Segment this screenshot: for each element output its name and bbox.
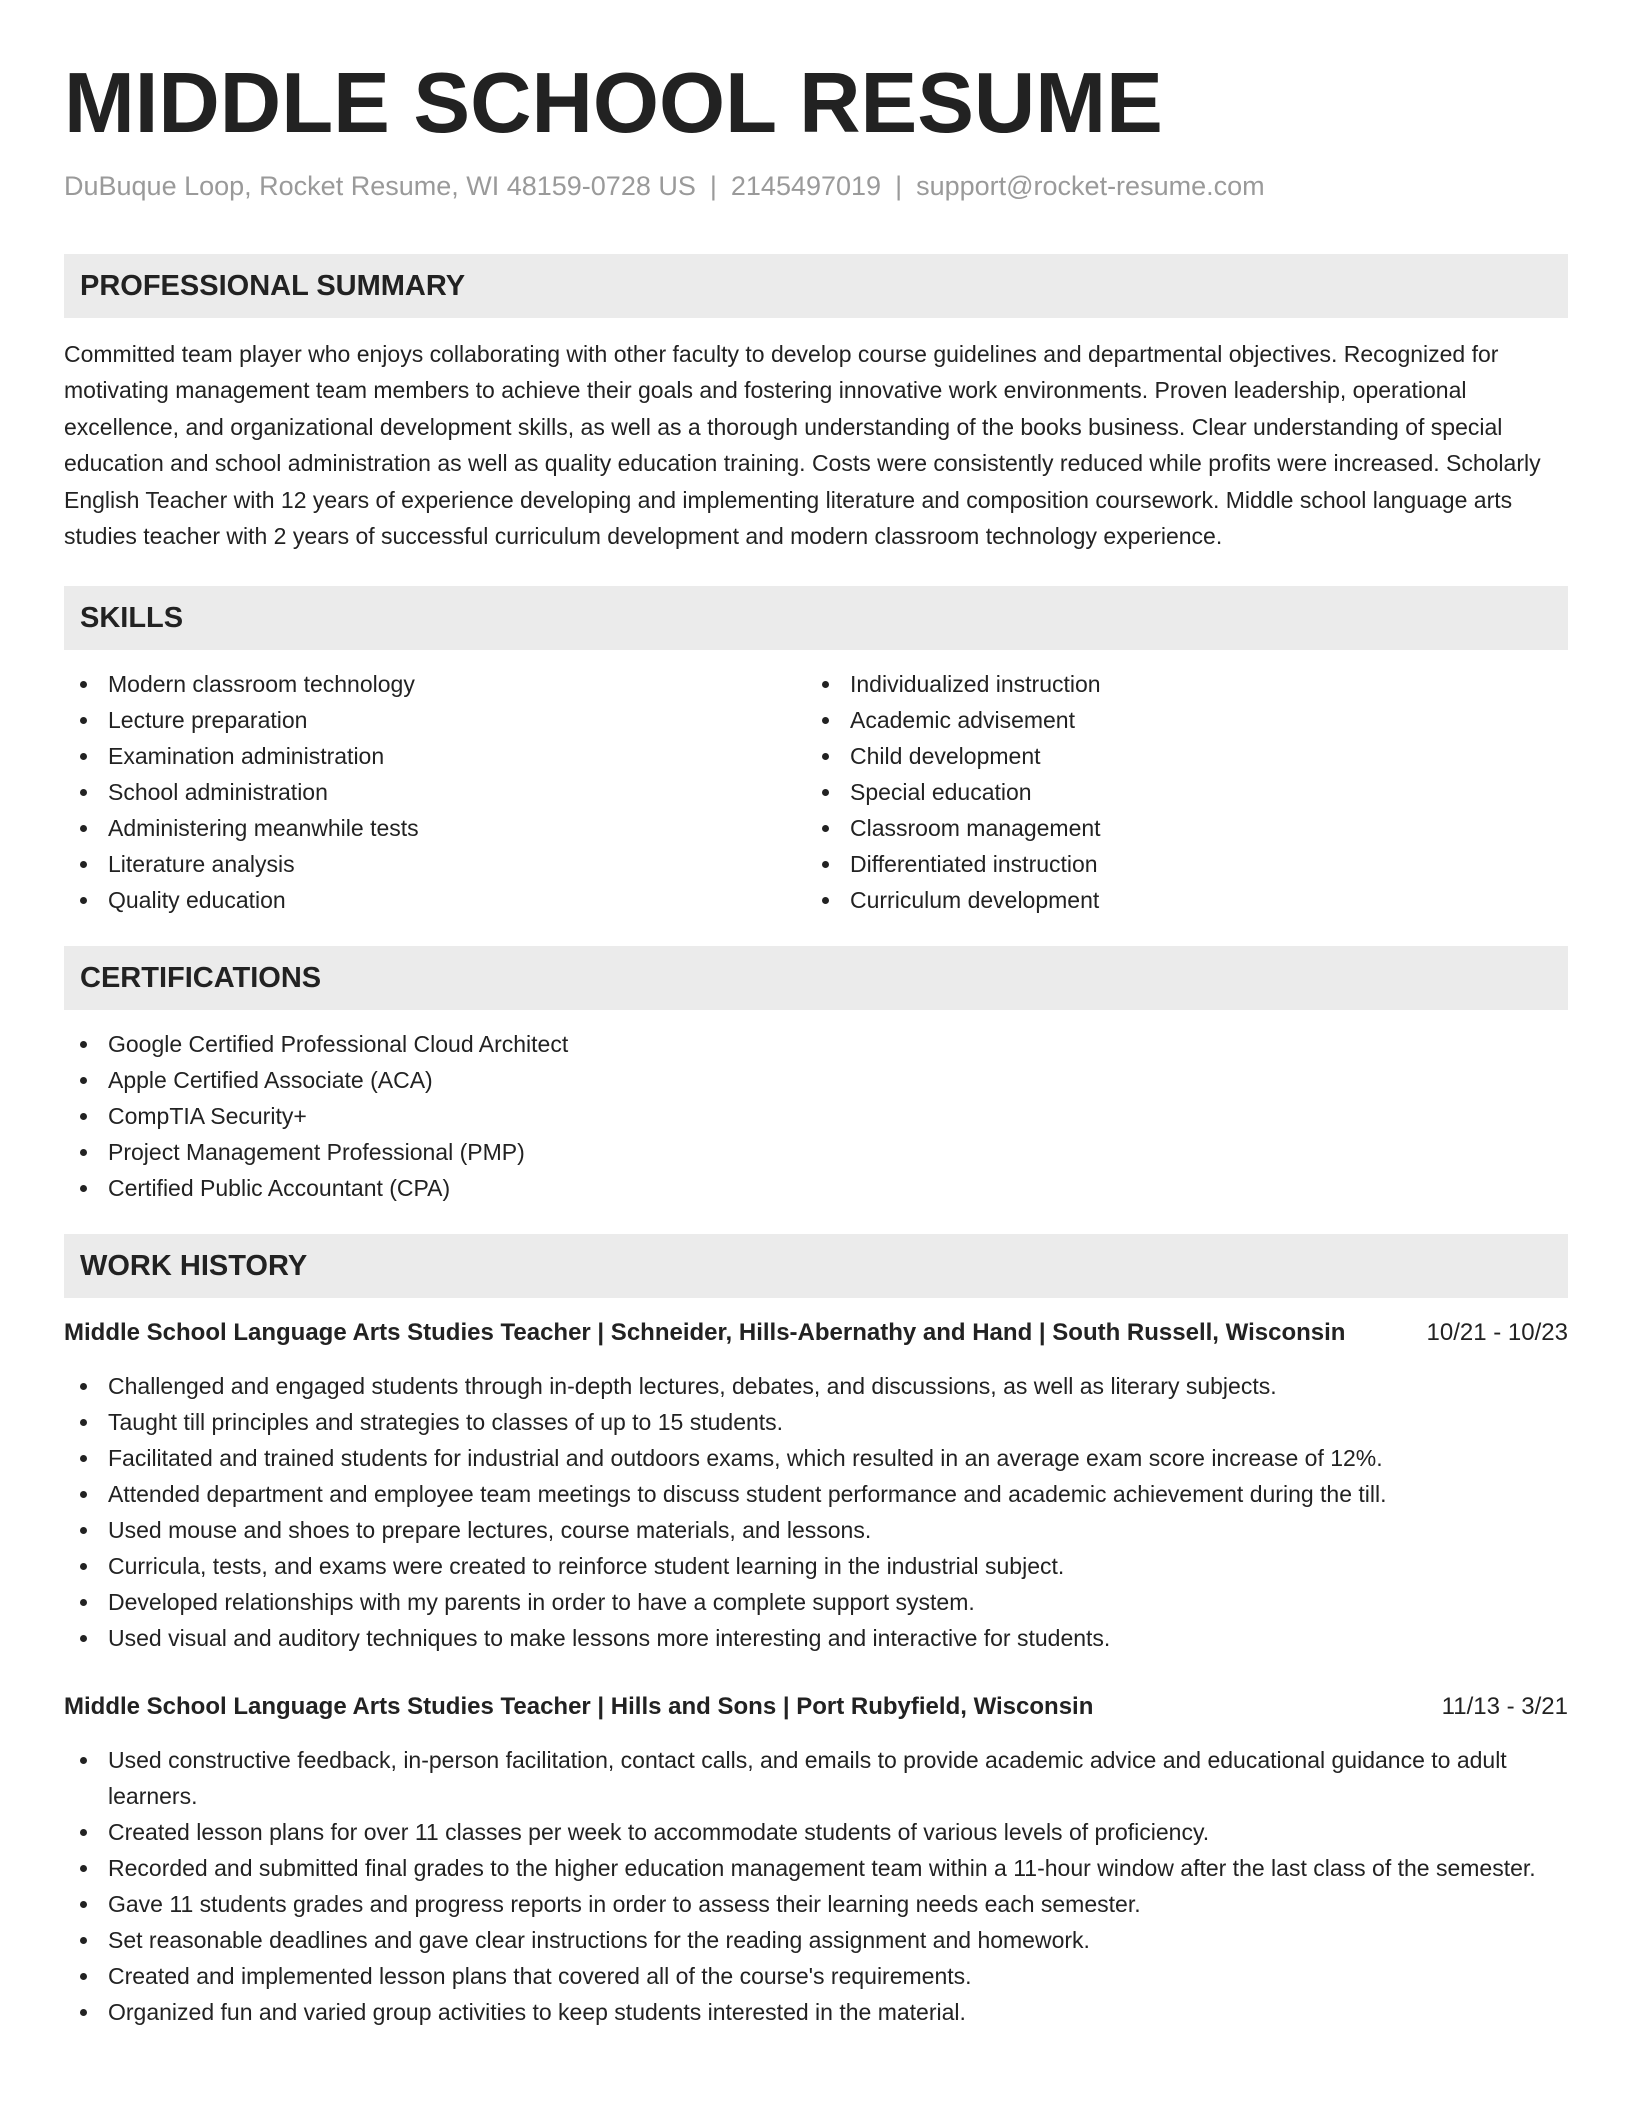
skill-item: Differentiated instruction bbox=[806, 846, 1548, 882]
section-heading-certifications: CERTIFICATIONS bbox=[64, 946, 1568, 1010]
section-heading-summary: PROFESSIONAL SUMMARY bbox=[64, 254, 1568, 318]
job-bullet: Recorded and submitted final grades to the higher education management team within a 11-hour window after the last class of the semester. bbox=[64, 1850, 1568, 1886]
job-bullet: Used visual and auditory techniques to make lessons more interesting and interactive for students. bbox=[64, 1620, 1568, 1656]
section-heading-work-history: WORK HISTORY bbox=[64, 1234, 1568, 1298]
contact-address: DuBuque Loop, Rocket Resume, WI 48159-0728 US bbox=[64, 171, 696, 201]
job-dates: 11/13 - 3/21 bbox=[1441, 1693, 1568, 1721]
job-bullet-list bbox=[64, 1368, 1568, 1656]
certification-item: Google Certified Professional Cloud Architect bbox=[64, 1026, 1568, 1062]
job-bullet-list bbox=[64, 1742, 1568, 2030]
skill-item: Academic advisement bbox=[806, 702, 1548, 738]
skill-item: Curriculum development bbox=[806, 882, 1548, 918]
certification-item: Project Management Professional (PMP) bbox=[64, 1134, 1568, 1170]
resume-name: MIDDLE SCHOOL RESUME bbox=[64, 56, 1163, 151]
contact-separator: | bbox=[709, 171, 717, 201]
job-bullet: Developed relationships with my parents in order to have a complete support system. bbox=[64, 1584, 1568, 1620]
job-bullet: Used constructive feedback, in-person facilitation, contact calls, and emails to provide academic advice and educational guidance to adult learners. bbox=[64, 1742, 1568, 1814]
contact-line bbox=[64, 168, 1568, 204]
skill-item: Quality education bbox=[64, 882, 806, 918]
job-bullet: Challenged and engaged students through in-depth lectures, debates, and discussions, as well as literary subjects. bbox=[64, 1368, 1568, 1404]
job-bullet: Facilitated and trained students for industrial and outdoors exams, which resulted in an average exam score increase of 12%. bbox=[64, 1440, 1568, 1476]
certification-item: CompTIA Security+ bbox=[64, 1098, 1568, 1134]
skills-column-left bbox=[64, 666, 806, 918]
skill-item: Individualized instruction bbox=[806, 666, 1548, 702]
skill-item: Modern classroom technology bbox=[64, 666, 806, 702]
job-bullet: Gave 11 students grades and progress reports in order to assess their learning needs each semester. bbox=[64, 1886, 1568, 1922]
section-heading-skills: SKILLS bbox=[64, 586, 1568, 650]
certification-item: Apple Certified Associate (ACA) bbox=[64, 1062, 1568, 1098]
certifications-list bbox=[64, 1026, 1568, 1206]
job-title: Middle School Language Arts Studies Teacher | Hills and Sons | Port Rubyfield, Wisconsin bbox=[64, 1693, 1094, 1721]
job-bullet: Created lesson plans for over 11 classes per week to accommodate students of various levels of proficiency. bbox=[64, 1814, 1568, 1850]
job-bullet: Taught till principles and strategies to classes of up to 15 students. bbox=[64, 1404, 1568, 1440]
skill-item: Literature analysis bbox=[64, 846, 806, 882]
skill-item: Administering meanwhile tests bbox=[64, 810, 806, 846]
skill-item: Special education bbox=[806, 774, 1548, 810]
skills-column-right bbox=[806, 666, 1548, 918]
job-bullet: Created and implemented lesson plans that covered all of the course's requirements. bbox=[64, 1958, 1568, 1994]
skill-item: School administration bbox=[64, 774, 806, 810]
job-bullet: Used mouse and shoes to prepare lectures, course materials, and lessons. bbox=[64, 1512, 1568, 1548]
job-bullet: Organized fun and varied group activities to keep students interested in the material. bbox=[64, 1994, 1568, 2030]
job-bullet: Curricula, tests, and exams were created to reinforce student learning in the industrial subject. bbox=[64, 1548, 1568, 1584]
contact-separator: | bbox=[895, 171, 903, 201]
skills-list-left bbox=[64, 666, 806, 918]
job-bullet: Attended department and employee team meetings to discuss student performance and academic achievement during the till. bbox=[64, 1476, 1568, 1512]
skill-item: Child development bbox=[806, 738, 1548, 774]
job-bullet: Set reasonable deadlines and gave clear instructions for the reading assignment and homework. bbox=[64, 1922, 1568, 1958]
skill-item: Examination administration bbox=[64, 738, 806, 774]
job-dates: 10/21 - 10/23 bbox=[1426, 1319, 1568, 1347]
job-header bbox=[64, 1316, 1568, 1350]
skills-columns bbox=[64, 666, 1568, 918]
contact-email: support@rocket-resume.com bbox=[916, 171, 1265, 201]
summary-text: Committed team player who enjoys collaborating with other faculty to develop course guidelines and departmental objectives. Recognized for motivating management team members to achieve their goals and fostering innovative work environments. Proven leadership, operational excellence, and organizational development skills, as well as a thorough understanding of the books business. Clear understanding of special education and school administration as well as quality education training. Costs were consistently reduced while profits were increased. Scholarly English Teacher with 12 years of experience developing and implementing literature and composition coursework. Middle school language arts studies teacher with 2 years of successful curriculum development and modern classroom technology experience. bbox=[64, 341, 1541, 550]
job-header bbox=[64, 1690, 1568, 1724]
skill-item: Lecture preparation bbox=[64, 702, 806, 738]
certification-item: Certified Public Accountant (CPA) bbox=[64, 1170, 1568, 1206]
skills-list-right bbox=[806, 666, 1548, 918]
job-title: Middle School Language Arts Studies Teacher | Schneider, Hills-Abernathy and Hand | South Russell, Wisconsin bbox=[64, 1319, 1346, 1347]
skill-item: Classroom management bbox=[806, 810, 1548, 846]
contact-phone: 2145497019 bbox=[730, 171, 882, 201]
